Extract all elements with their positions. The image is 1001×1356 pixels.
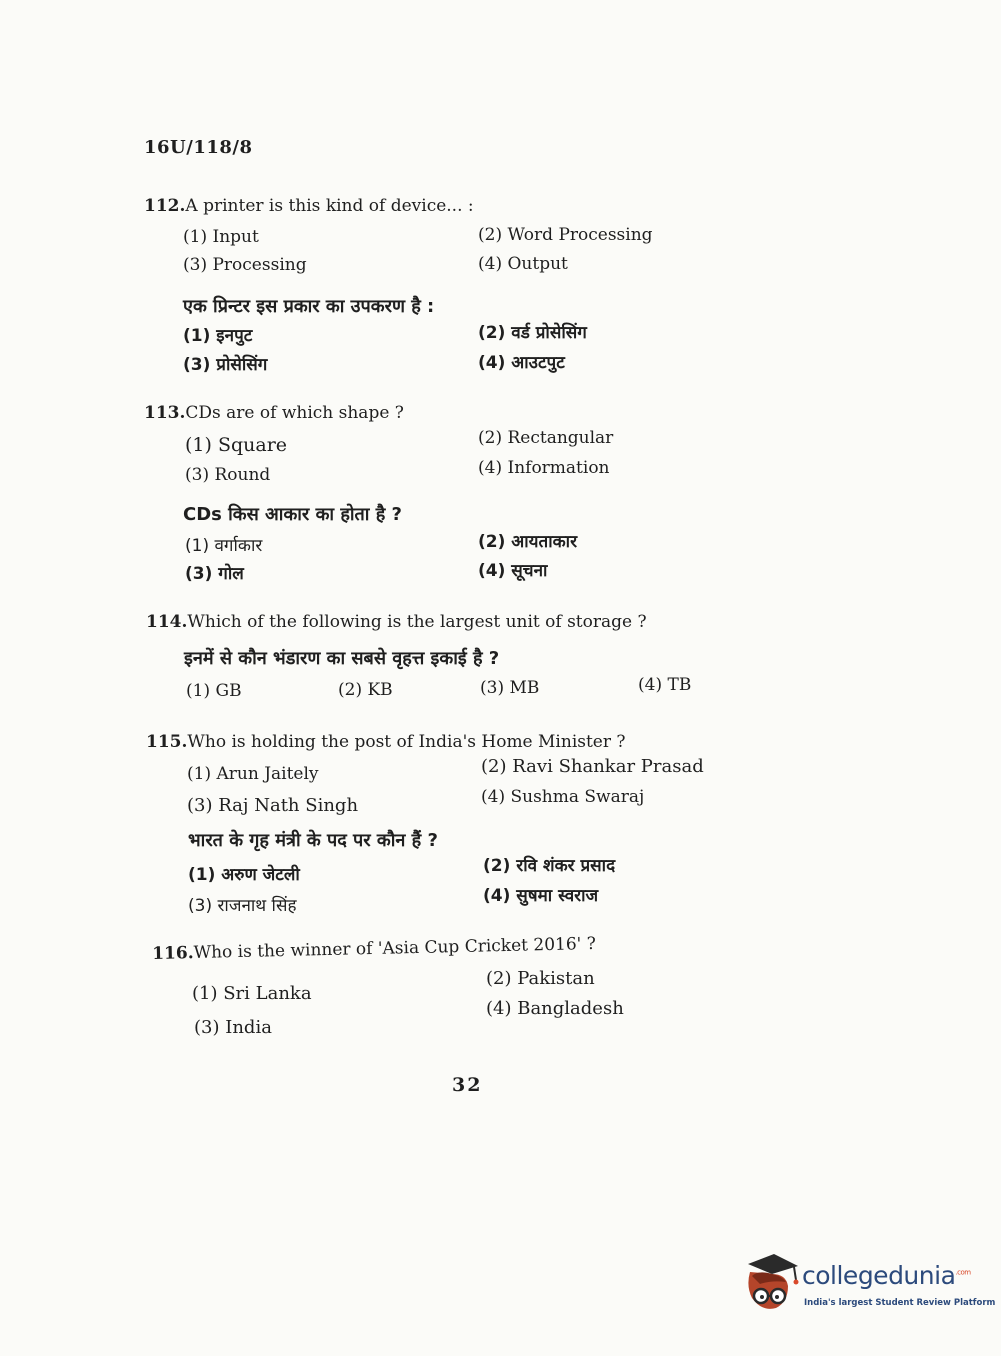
question-number: 115. (146, 732, 188, 752)
question-text-hi-114: इनमें से कौन भंडारण का सबसे वृहत्त इकाई है ? (184, 648, 500, 669)
question-number: 114. (146, 612, 188, 632)
option-112-en-1: (1) Input (183, 227, 259, 247)
question-number: 116. (152, 943, 194, 964)
option-114-3: (3) MB (480, 678, 540, 698)
option-113-hi-2: (2) आयताकार (478, 532, 578, 552)
collegedunia-logo (742, 1252, 996, 1324)
question-112 (144, 196, 474, 216)
option-112-hi-4: (4) आउटपुट (478, 353, 565, 373)
option-115-en-2: (2) Ravi Shankar Prasad (481, 756, 704, 777)
option-114-4: (4) TB (638, 675, 692, 695)
question-114 (146, 612, 647, 632)
question-text-hi-113: CDs किस आकार का होता है ? (183, 504, 402, 525)
brand-name: collegedunia$^{.com}$ (802, 1261, 971, 1290)
option-115-en-3: (3) Raj Nath Singh (187, 795, 359, 816)
question-text-hi-115: भारत के गृह मंत्री के पद पर कौन हैं ? (188, 830, 438, 851)
option-112-hi-2: (2) वर्ड प्रोसेसिंग (478, 323, 587, 343)
option-115-hi-1: (1) अरुण जेटली (188, 865, 300, 885)
option-112-en-4: (4) Output (478, 254, 568, 274)
option-112-hi-1: (1) इनपुट (183, 326, 253, 346)
question-text-en: Who is holding the post of India's Home Minister ? (187, 732, 626, 752)
option-114-1: (1) GB (186, 681, 242, 701)
question-text-en: Which of the following is the largest unit of storage ? (187, 612, 647, 632)
page-number: 32 (452, 1074, 483, 1096)
option-114-2: (2) KB (338, 680, 393, 700)
option-113-hi-1: (1) वर्गाकार (185, 536, 263, 556)
option-113-hi-3: (3) गोल (185, 564, 244, 584)
question-number: 112. (144, 196, 186, 216)
question-text-hi-112: एक प्रिन्टर इस प्रकार का उपकरण है : (183, 296, 435, 317)
mascot-icon (742, 1252, 800, 1322)
option-115-hi-4: (4) सुषमा स्वराज (483, 886, 599, 906)
question-number: 113. (144, 403, 186, 423)
option-113-en-3: (3) Round (185, 465, 271, 485)
option-113-en-1: (1) Square (185, 434, 288, 456)
option-112-hi-3: (3) प्रोसेसिंग (183, 355, 268, 375)
option-113-hi-4: (4) सूचना (478, 561, 548, 581)
paper-code: 16U/118/8 (144, 137, 253, 158)
option-113-en-2: (2) Rectangular (478, 428, 614, 448)
option-112-en-2: (2) Word Processing (478, 225, 653, 245)
option-116-3: (3) India (194, 1017, 272, 1038)
option-115-hi-2: (2) रवि शंकर प्रसाद (483, 856, 616, 876)
option-115-hi-3: (3) राजनाथ सिंह (188, 896, 297, 916)
question-116 (152, 934, 596, 964)
option-112-en-3: (3) Processing (183, 255, 307, 275)
option-113-en-4: (4) Information (478, 458, 610, 478)
question-text-en: CDs are of which shape ? (185, 403, 404, 423)
option-115-en-4: (4) Sushma Swaraj (481, 787, 645, 807)
option-115-en-1: (1) Arun Jaitely (187, 764, 319, 784)
option-116-1: (1) Sri Lanka (192, 983, 312, 1004)
question-text-en: A printer is this kind of device... : (185, 196, 474, 216)
question-113 (144, 403, 404, 423)
option-116-2: (2) Pakistan (486, 968, 595, 989)
question-text-en: Who is the winner of 'Asia Cup Cricket 2016' ? (193, 933, 597, 964)
question-115 (146, 732, 626, 752)
brand-tagline: India's largest Student Review Platform (804, 1298, 996, 1308)
option-116-4: (4) Bangladesh (486, 998, 624, 1019)
